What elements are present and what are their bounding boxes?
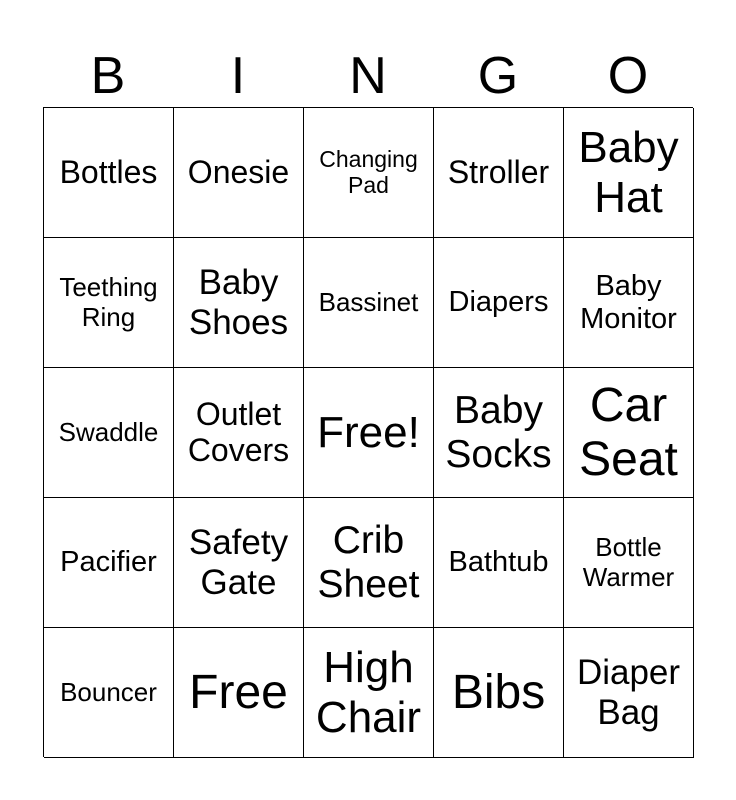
cell-label: Diaper Bag: [576, 653, 681, 732]
cell-label: Free!: [317, 407, 420, 457]
cell-label: Diapers: [448, 286, 549, 319]
bingo-cell[interactable]: [434, 498, 564, 628]
cell-label: Changing Pad: [319, 145, 418, 198]
cell-label: Car Seat: [579, 378, 678, 486]
bingo-cell[interactable]: [174, 368, 304, 498]
bingo-cell[interactable]: [44, 238, 174, 368]
cell-label: Bottle Warmer: [582, 532, 675, 592]
bingo-cell[interactable]: [564, 108, 694, 238]
header-letter-o: O: [607, 47, 649, 105]
header-letter-n: N: [349, 47, 387, 105]
bingo-cell[interactable]: [44, 628, 174, 758]
cell-label: Baby Hat: [578, 123, 679, 222]
bingo-cell[interactable]: [564, 498, 694, 628]
bingo-cell[interactable]: [174, 628, 304, 758]
bingo-cell[interactable]: [304, 368, 434, 498]
bingo-cell[interactable]: [174, 238, 304, 368]
cell-label: Safety Gate: [188, 523, 289, 602]
cell-label: Baby Socks: [445, 388, 552, 476]
bingo-header: [43, 46, 693, 106]
cell-label: Baby Monitor: [580, 270, 677, 335]
cell-label: High Chair: [315, 643, 422, 742]
cell-label: Bibs: [451, 665, 546, 719]
bingo-cell[interactable]: [434, 628, 564, 758]
bingo-cell[interactable]: [44, 108, 174, 238]
header-letter-i: I: [230, 47, 246, 105]
header-letter-g: G: [477, 47, 519, 105]
bingo-cell[interactable]: [434, 238, 564, 368]
cell-label: Pacifier: [60, 546, 157, 579]
cell-label: Baby Shoes: [188, 263, 289, 342]
cell-label: Bouncer: [60, 676, 157, 707]
cell-label: Swaddle: [58, 416, 159, 447]
cell-label: Outlet Covers: [187, 395, 290, 468]
bingo-cell[interactable]: [304, 498, 434, 628]
bingo-cell[interactable]: [434, 368, 564, 498]
cell-label: Stroller: [447, 153, 550, 190]
bingo-cell[interactable]: [44, 368, 174, 498]
bingo-cell[interactable]: [304, 238, 434, 368]
bingo-board: [43, 107, 693, 757]
header-letter-b: B: [90, 47, 126, 105]
bingo-cell[interactable]: [304, 628, 434, 758]
bingo-cell[interactable]: [564, 238, 694, 368]
bingo-cell[interactable]: [564, 628, 694, 758]
bingo-cell[interactable]: [434, 108, 564, 238]
cell-label: Free: [189, 665, 288, 719]
cell-label: Bathtub: [448, 546, 549, 579]
bingo-cell[interactable]: [44, 498, 174, 628]
cell-label: Bassinet: [318, 286, 419, 317]
cell-label: Onesie: [187, 153, 290, 190]
cell-label: Teething Ring: [59, 272, 158, 332]
cell-label: Bottles: [59, 153, 158, 190]
bingo-cell[interactable]: [174, 498, 304, 628]
bingo-cell[interactable]: [564, 368, 694, 498]
bingo-cell[interactable]: [304, 108, 434, 238]
bingo-cell[interactable]: [174, 108, 304, 238]
cell-label: Crib Sheet: [317, 518, 420, 606]
